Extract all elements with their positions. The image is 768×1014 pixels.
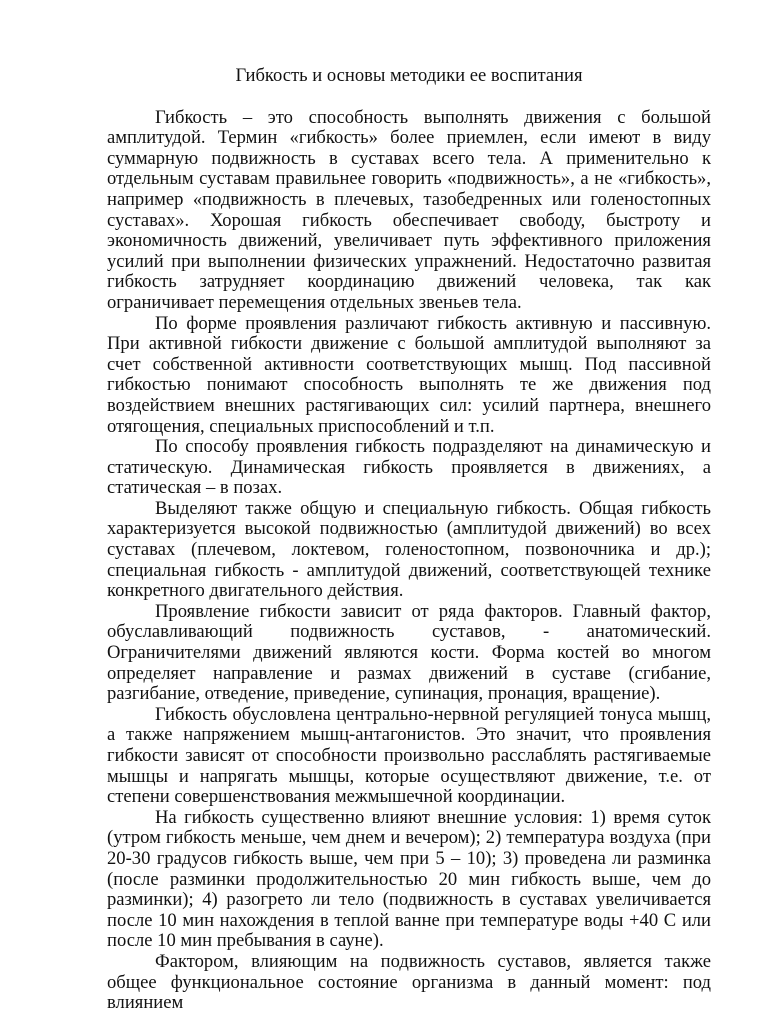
paragraph-external-conditions: На гибкость существенно влияют внешние условия: 1) время суток (утром гибкость меньше, чем днем и вечером); 2) температура воздуха (при 20-30 градусов гибкость выше, чем при 5 – 10); 3) проведена ли разминка (после разминки продолжительностью 20 мин гибкость выше, чем до разминки); 4) разогрето ли тело (подвижность в суставах увеличивается после 10 мин нахождения в теплой ванне при температуре воды +40 С или после 10 мин пребывания в сауне). xyxy=(107,806,711,952)
document-title: Гибкость и основы методики ее воспитания xyxy=(235,65,583,86)
document-page xyxy=(107,66,711,1014)
paragraph-active-passive: По форме проявления различают гибкость активную и пассивную. При активной гибкости движение с большой амплитудой выполняют за счет собственной активности соответствующих мышц. Под пассивной гибкостью понимают способность выполнять те же движения под воздействием внешних растягивающих сил: усилий партнера, внешнего отягощения, специальных приспособлений и т.п. xyxy=(107,312,711,437)
paragraph-dynamic-static: По способу проявления гибкость подразделяют на динамическую и статическую. Динамическая гибкость проявляется в движениях, а статическая – в позах. xyxy=(107,436,711,499)
paragraph-anatomical-factor: Проявление гибкости зависит от ряда факторов. Главный фактор, обуславливающий подвижность суставов, - анатомический. Ограничителями движений являются кости. Форма костей во многом определяет направление и размах движений в суставе (сгибание, разгибание, отведение, приведение, супинация, пронация, вращение). xyxy=(107,600,711,705)
paragraph-general-special: Выделяют также общую и специальную гибкость. Общая гибкость характеризуется высокой подвижностью (амплитудой движений) во всех суставах (плечевом, локтевом, голеностопном, позвоночника и др.); специальная гибкость - амплитудой движений, соответствующей технике конкретного двигательного действия. xyxy=(107,497,711,602)
paragraph-nervous-regulation: Гибкость обусловлена центрально-нервной регуляцией тонуса мышц, а также напряжением мышц-антагонистов. Это значит, что проявления гибкости зависят от способности произвольно расслаблять растягиваемые мышцы и напрягать мышцы, которые осуществляют движение, т.е. от степени совершенствования межмышечной координации. xyxy=(107,703,711,808)
paragraph-definition: Гибкость – это способность выполнять движения с большой амплитудой. Термин «гибкость» более приемлен, если имеют в виду суммарную подвижность в суставах всего тела. А применительно к отдельным суставам правильнее говорить «подвижность», а не «гибкость», например «подвижность в плечевых, тазобедренных или голеностопных суставах». Хорошая гибкость обеспечивает свободу, быстроту и экономичность движений, увеличивает путь эффективного приложения усилий при выполнении физических упражнений. Недостаточно развитая гибкость затрудняет координацию движений человека, так как ограничивает перемещения отдельных звеньев тела. xyxy=(107,106,711,313)
paragraph-functional-state: Фактором, влияющим на подвижность суставов, является также общее функциональное состояние организма в данный момент: под влиянием xyxy=(107,950,711,1014)
